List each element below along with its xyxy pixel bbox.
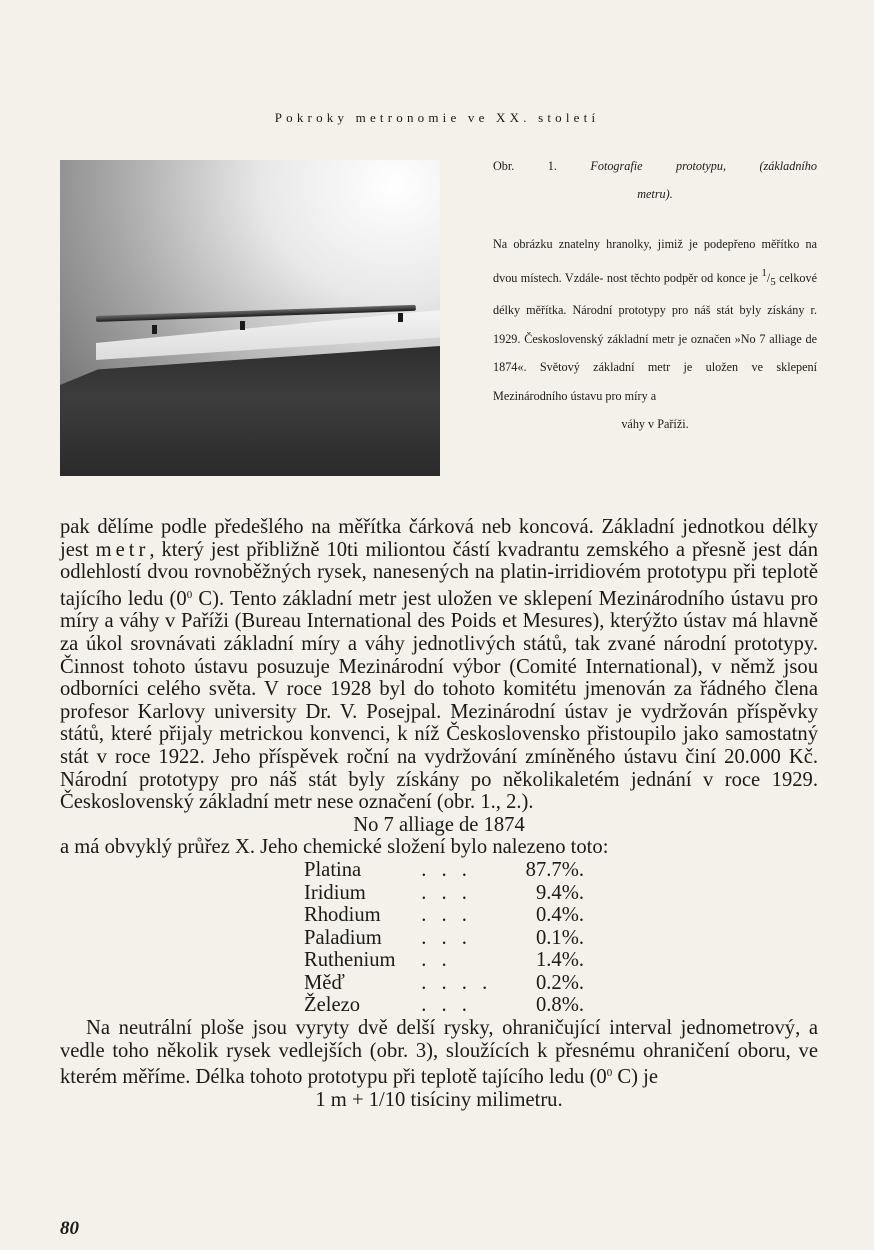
desc-line: podepřeno měřítko na dvou místech. Vzdále- [493,237,817,285]
desc-line: celkové [779,270,818,285]
body-text [60,516,818,1111]
composition-element: Iridium [304,881,366,904]
desc-line: 1874«. Světový základní metr je uložen ve [493,360,764,374]
photo-support-right [398,313,403,322]
para1-rest: C). Tento základní metr jest uložen ve sklepení Mezinárodního ústavu pro míry a váhy v Paříži (Bureau International des Poids et Mesures), kterýžto ústav má hlavně za úkol srovnávati základní míry a váhy jednotlivých států, tak zvané národní prototypy. Činnost tohoto ústavu posuzuje Mezinárodní výbor (Comité International), v němž jsou odborníci celého světa. V roce 1928 byl do tohoto komitétu jmenován za řádného člena profesor Karlovy university Dr. V. Posejpal. Mezinárodní ústav je vydržován příspěvky států, které přijaly metrickou konvenci, k níž Československo přistoupilo jako samostatný stát v roce 1922. Jeho příspěvek roční na vydržování zmíněného ústavu činí 20.000 Kč. Národní prototypy pro náš stát byly získány po několikaletém jednání v roce 1929. Československý základní metr nese označení (obr. 1., 2.). [60,587,819,814]
para2-start: Na neutrální ploše jsou vyryty dvě delší rysky, ohraničující interval jednometrový, a vedle toho několik rysek vedlejších (obr. 3), sloužících k přesnému ohraničení oboru, ve kterém měříme. Délka tohoto prototypu při teplotě tajícího ledu (0 [60,1017,818,1089]
prototype-name: No 7 alliage de 1874 [353,813,525,836]
figure-label: Obr. 1. [493,159,557,173]
paragraph-1 [60,516,818,814]
composition-element: Paladium [304,926,382,949]
figure-description: Na obrázku znatelny hranolky, jimiž je podepřeno měřítko na dvou místech. Vzdále- nost těchto podpěr od konce je 1/5 celkové délky měřítka. Národní prototypy pro náš stát byly získány r. 1929. Československý základní metr je označen »No 7 alliage de 1874«. Světový základní metr je uložen ve sklepení Mezinárodního ústavu pro míry a [493,237,818,403]
composition-row [304,882,604,905]
composition-row [304,927,604,950]
composition-dots: . . . . [421,971,493,994]
composition-row [304,994,604,1017]
composition-row [304,904,604,927]
fraction-denominator: 5 [770,275,776,288]
figure-title-line1: Fotografie prototypu, (základního [590,159,817,173]
degree-superscript: 0 [186,588,193,601]
composition-dots: . . . [421,904,472,927]
composition-table [304,859,604,1017]
desc-line: sklepení Mezinárodního ústavu pro míry a [493,360,817,403]
composition-dots: . . . [421,926,472,949]
composition-value: 87.7%. [525,858,584,881]
desc-line-last: váhy v Paříži. [621,417,689,431]
composition-dots: . . . [421,858,472,881]
para2-end: C) je [612,1066,658,1089]
composition-intro: a má obvyklý průřez X. Jeho chemické složení bylo nalezeno toto: [60,836,609,859]
composition-dots: . . . [421,994,472,1017]
composition-value: 0.2%. [535,971,584,994]
composition-element: Železo [304,994,361,1017]
para1-middle: , který jest přibližně 10ti miliontou částí kvadrantu zemského a přesně jest dán odlehlostí dvou rovnoběžných rysek, nanesených na platin-irridiovém prototypu při teplotě tajícího ledu (0 [60,538,818,610]
figure-caption [493,152,817,438]
figure-title [493,152,817,180]
para1-start: pak dělíme podle předešlého na měřítka čárková neb koncová. Základní jednotkou délky jest [60,516,818,561]
photo-support-left [152,325,157,334]
photo-table [60,346,440,476]
fraction-numerator: 1 [761,266,767,279]
composition-value: 0.1%. [535,926,584,949]
page-number: 80 [60,1218,79,1239]
figure-title-line2: metru). [637,187,673,201]
running-head: Pokroky metronomie ve XX. století [274,110,600,125]
composition-row [304,972,604,995]
desc-line: nost těchto podpěr od konce je [606,270,758,285]
composition-element: Ruthenium [304,949,396,972]
desc-line: Na obrázku znatelny hranolky, jimiž je [493,237,698,251]
composition-row [304,859,604,882]
desc-line: stát byly získány r. 1929. Československý [493,303,817,346]
composition-dots: . . [421,949,452,972]
desc-line: základní metr je označen »No 7 alliage de [607,331,818,346]
composition-value: 1.4%. [535,949,584,972]
composition-value: 0.4%. [535,904,584,927]
paragraph-2 [60,1017,818,1089]
spaced-word-metr: metr [95,538,150,561]
composition-element: Platina [304,858,362,881]
composition-dots: . . . [421,881,472,904]
figure-photo-prototype [60,160,440,476]
composition-element: Měď [304,971,345,994]
length-value: 1 m + 1/10 tisíciny milimetru. [315,1088,563,1111]
composition-value: 0.8%. [535,994,584,1017]
composition-element: Rhodium [304,904,381,927]
degree-superscript: 0 [606,1067,613,1080]
desc-line: délky měřítka. Národní prototypy pro náš [493,303,711,317]
photo-support-mid [240,321,245,330]
composition-value: 9.4%. [535,881,584,904]
composition-row [304,949,604,972]
